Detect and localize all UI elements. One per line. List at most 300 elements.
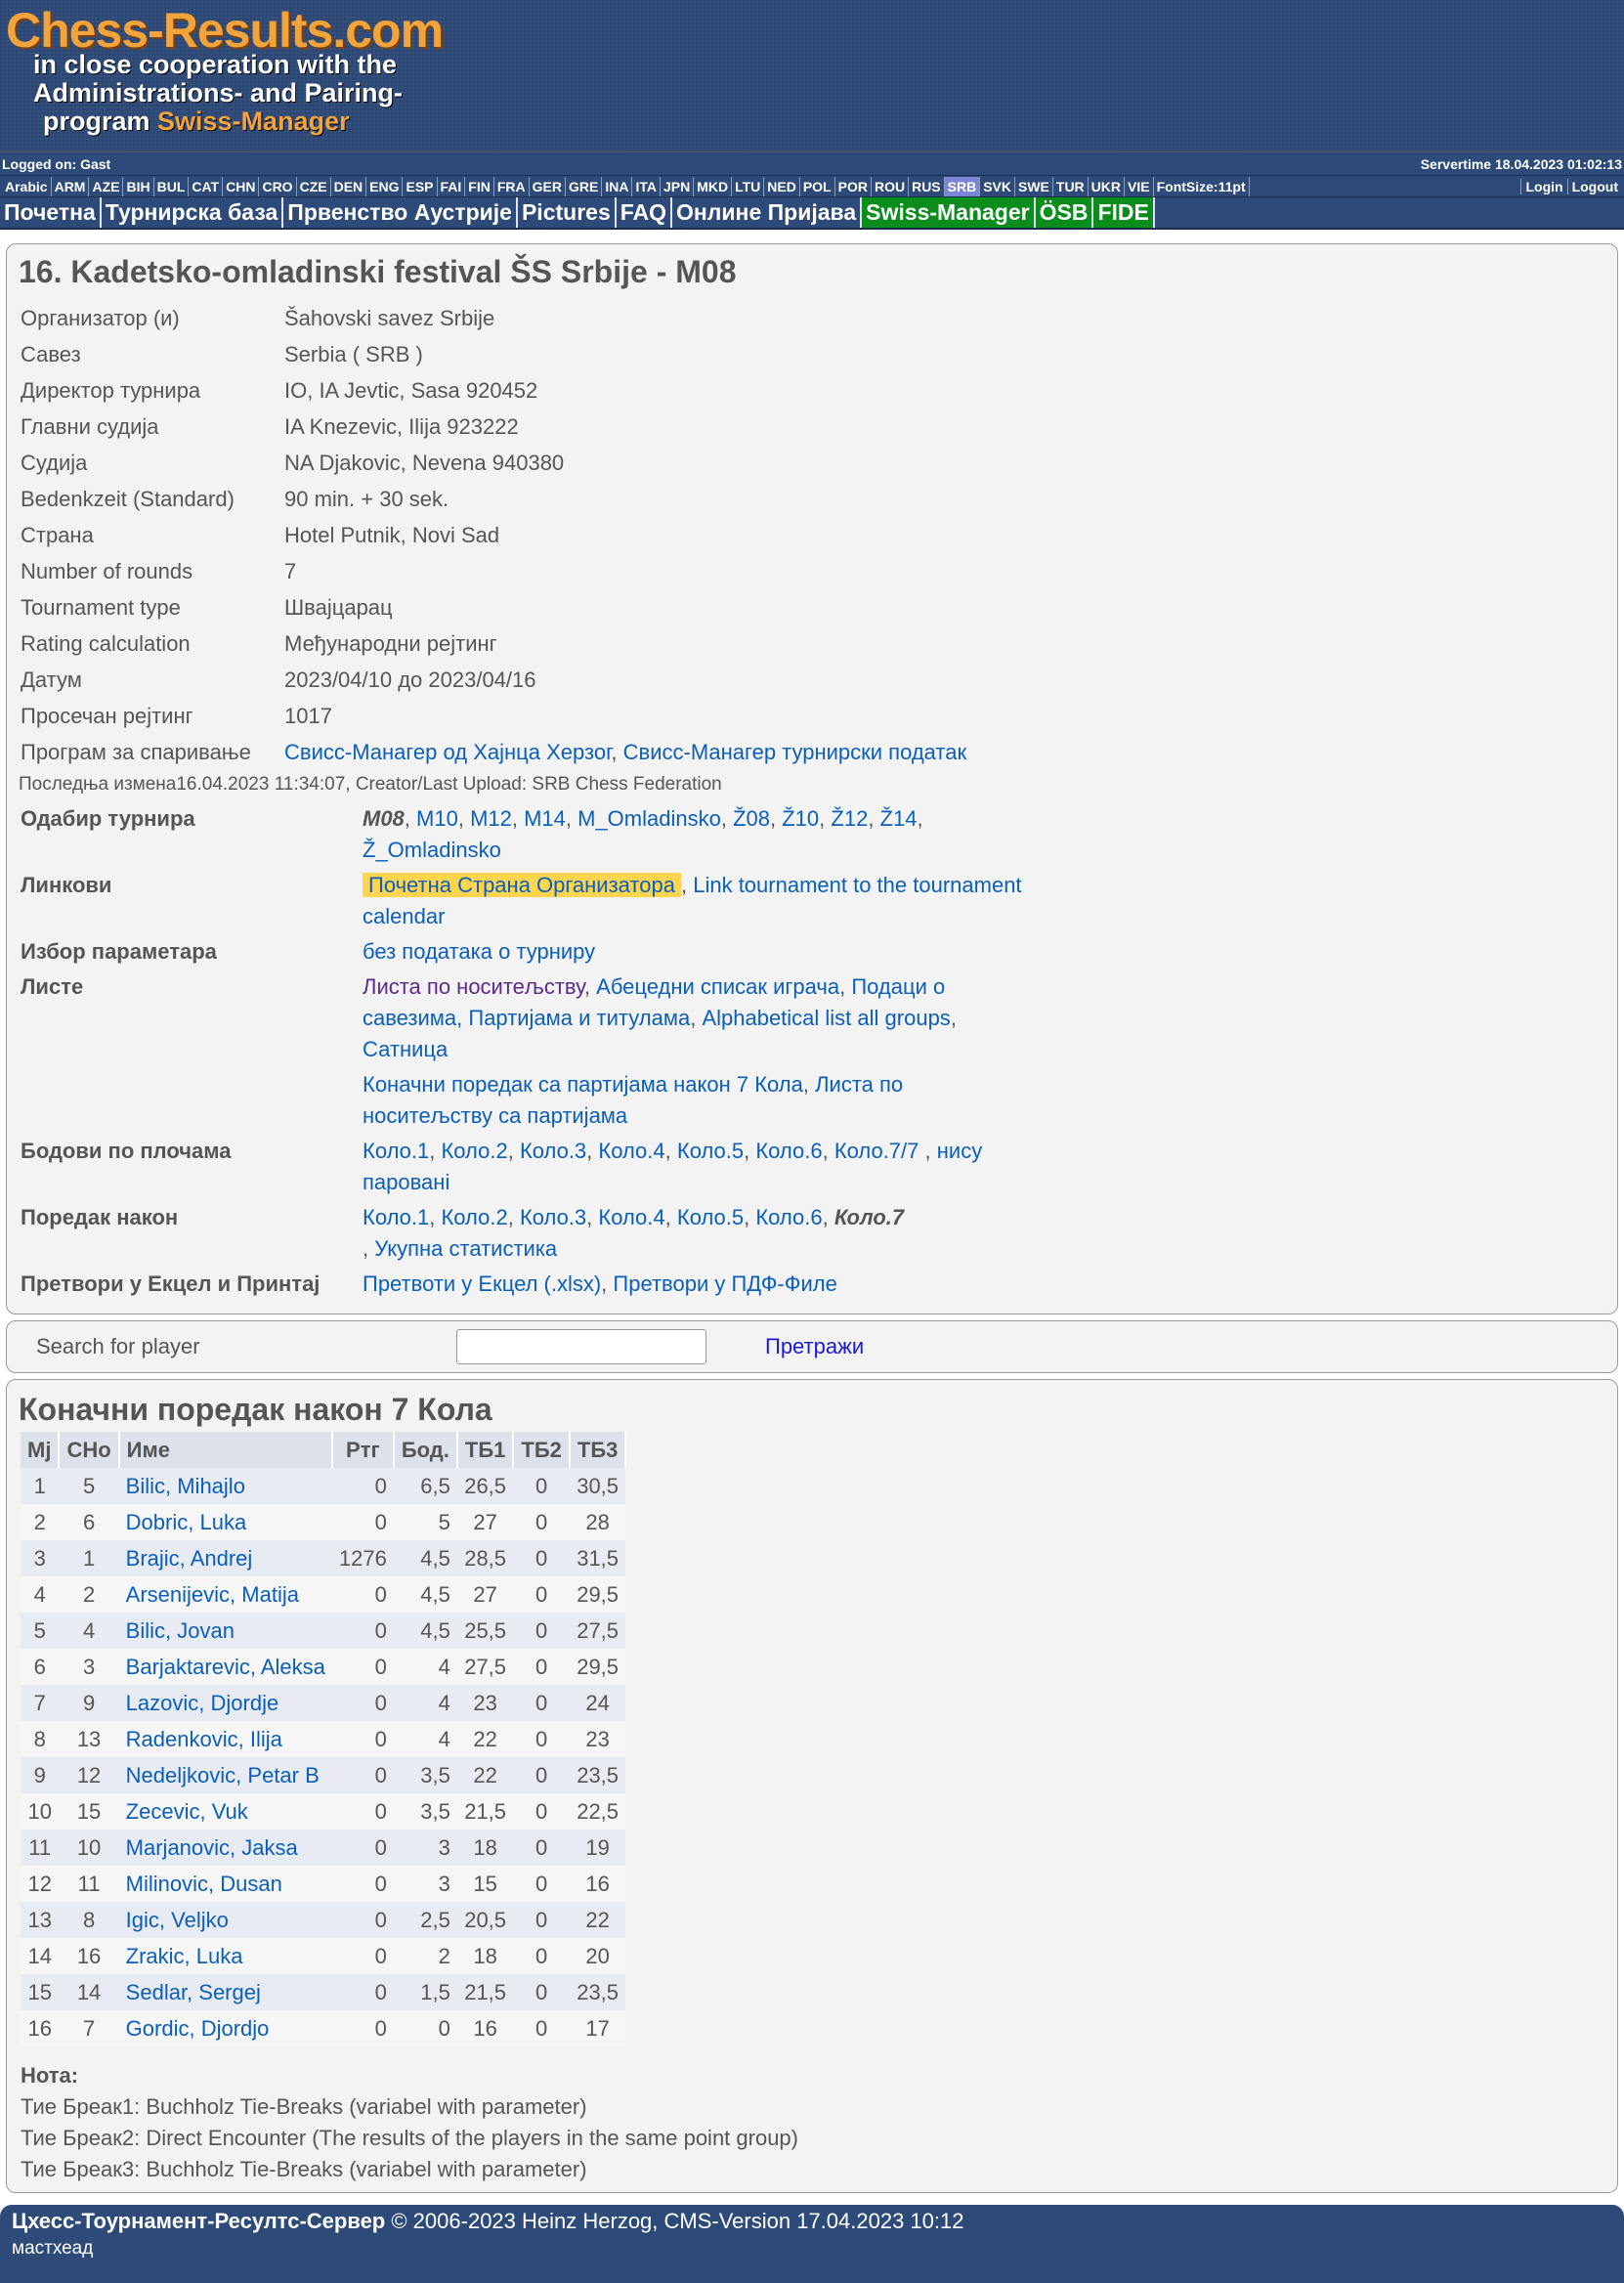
table-cell: 22	[457, 1721, 514, 1757]
logout-link[interactable]: Logout	[1567, 179, 1622, 194]
table-cell: 26,5	[457, 1468, 514, 1504]
info-label: Number of rounds	[21, 558, 193, 583]
pdf-export-link[interactable]: Претвори у ПДФ-Филе	[613, 1271, 837, 1296]
table-cell	[119, 1685, 332, 1721]
table-cell: 27,5	[570, 1613, 626, 1649]
links-value: Почетна Страна Организатора , Link tournament to the tournament calendar	[363, 873, 1022, 928]
table-cell: 0	[513, 1504, 570, 1540]
table-cell: 0	[513, 1866, 570, 1902]
list-link[interactable]: Коначни поредак са партијама након 7 Кола	[363, 1072, 803, 1097]
language-jpn[interactable]: JPN	[661, 177, 694, 196]
swiss-manager-link[interactable]: Свисс-Манагер од Хајнца Херзог	[284, 739, 612, 764]
table-cell: 0	[332, 1576, 394, 1613]
table-row	[21, 1468, 625, 1504]
parameters-row	[15, 934, 1041, 969]
table-cell: 0	[332, 1613, 394, 1649]
site-logo[interactable]: Chess-Results.com	[6, 3, 444, 58]
header-banner	[0, 0, 1624, 151]
board-round-link[interactable]: Коло.1	[363, 1139, 430, 1163]
table-cell: 0	[332, 1902, 394, 1938]
tournament-link[interactable]: M10	[416, 806, 458, 831]
table-cell: 2	[21, 1504, 59, 1540]
table-cell: 0	[332, 1757, 394, 1793]
table-row	[21, 1866, 625, 1902]
info-row	[15, 698, 972, 734]
pairing-program-label: Програм за спаривање	[21, 739, 251, 764]
tournament-link[interactable]: Ž08	[733, 806, 770, 831]
language-mkd[interactable]: MKD	[694, 177, 732, 196]
footer-masthead[interactable]: мастхеад	[12, 2238, 94, 2259]
table-cell: 28	[570, 1504, 626, 1540]
table-cell: 4	[394, 1721, 457, 1757]
language-swe[interactable]: SWE	[1015, 177, 1053, 196]
table-cell: 4	[394, 1685, 457, 1721]
language-tur[interactable]: TUR	[1053, 177, 1089, 196]
info-value: Šahovski savez Srbije	[284, 305, 495, 330]
standings-header-row	[21, 1432, 625, 1468]
board-round-link[interactable]: Коло.7/7	[833, 1139, 919, 1163]
player-name-link[interactable]: Radenkovic, Ilija	[125, 1726, 282, 1751]
table-cell: 20	[570, 1938, 626, 1974]
table-cell: 10	[21, 1793, 59, 1830]
main-navigation	[0, 196, 1624, 230]
info-row	[15, 481, 972, 517]
table-cell: 4,5	[394, 1540, 457, 1576]
table-cell: 31,5	[570, 1540, 626, 1576]
tournament-link[interactable]: M_Omladinsko	[577, 806, 721, 831]
table-cell: 20,5	[457, 1902, 514, 1938]
table-cell: 13	[21, 1902, 59, 1938]
table-cell: 10	[59, 1830, 118, 1866]
table-cell: 2	[59, 1576, 118, 1613]
language-rou[interactable]: ROU	[872, 177, 909, 196]
language-eng[interactable]: ENG	[366, 177, 403, 196]
table-cell: 0	[332, 1974, 394, 2010]
board-round-link[interactable]: Коло.6	[755, 1139, 823, 1163]
table-cell: 9	[21, 1757, 59, 1793]
table-cell: 0	[332, 1504, 394, 1540]
language-vie[interactable]: VIE	[1125, 177, 1154, 196]
tournament-link[interactable]: Ž14	[879, 806, 918, 831]
logo-tagline	[33, 51, 403, 136]
table-cell: 27	[457, 1504, 514, 1540]
table-cell: 22	[570, 1902, 626, 1938]
table-cell: 0	[513, 1613, 570, 1649]
table-row	[21, 1613, 625, 1649]
logged-on-status: Logged on: Gast	[2, 155, 111, 172]
table-cell: 0	[394, 2010, 457, 2046]
info-label: Rating calculation	[21, 630, 191, 656]
nav-item-1[interactable]: Турнирска база	[102, 197, 283, 228]
logo-tagline-line2: Administrations- and Pairing-	[33, 78, 404, 108]
table-cell: 0	[513, 1793, 570, 1830]
table-cell: 2,5	[394, 1902, 457, 1938]
info-row	[15, 409, 972, 445]
lists-row	[15, 969, 1041, 1134]
list-link[interactable]: Подаци о савезима, Партијама и титулама	[363, 974, 946, 1030]
export-links: Претвоти у Екцел (.xlsx), Претвори у ПДФ-Филе	[363, 1271, 837, 1296]
info-value: IO, IA Jevtic, Sasa 920452	[284, 377, 538, 403]
tournament-select-label: Одабир турнира	[21, 806, 195, 831]
column-header[interactable]: Име	[119, 1432, 332, 1468]
lists-value	[357, 969, 1041, 1134]
nav-item-4[interactable]: FAQ	[617, 197, 672, 228]
table-cell	[119, 1540, 332, 1576]
column-header[interactable]: ТБ1	[457, 1432, 514, 1468]
table-cell: 30,5	[570, 1468, 626, 1504]
tournament-calendar-link[interactable]: Link tournament to the tournament calendar	[363, 873, 1022, 928]
player-name-link[interactable]: Zrakic, Luka	[125, 1943, 243, 1968]
organizer-homepage-link[interactable]: Почетна Страна Организатора	[363, 873, 681, 897]
search-button[interactable]: Претражи	[765, 1334, 865, 1358]
nav-item-8[interactable]: FIDE	[1093, 197, 1154, 228]
list-link[interactable]: Сатница	[363, 1037, 449, 1061]
tournament-link[interactable]: M12	[470, 806, 512, 831]
info-value: Међународни рејтинг	[284, 630, 497, 656]
table-cell: 23,5	[570, 1757, 626, 1793]
list-link[interactable]: Alphabetical list all groups	[702, 1006, 951, 1030]
table-cell: 22	[457, 1757, 514, 1793]
ranking-round-link[interactable]: Коло.5	[676, 1205, 745, 1229]
table-cell: 0	[513, 1830, 570, 1866]
board-round-link[interactable]: Коло.2	[441, 1139, 508, 1163]
table-cell: 18	[457, 1938, 514, 1974]
language-cro[interactable]: CRO	[259, 177, 296, 196]
table-cell	[119, 1974, 332, 2010]
footer-server-name[interactable]: Цхесс-Тоурнамент-Ресултс-Сервер	[12, 2209, 386, 2233]
tie-break-note-2: Тие Бреак2: Direct Encounter (The results of the players in the same point group)	[21, 2126, 798, 2150]
player-name-link[interactable]: Barjaktarevic, Aleksa	[125, 1654, 325, 1679]
tournament-link[interactable]: M14	[524, 806, 566, 831]
login-link[interactable]: Login	[1520, 179, 1566, 194]
logo-tagline-prefix: program	[43, 107, 158, 136]
language-cat[interactable]: CAT	[189, 177, 223, 196]
table-cell	[119, 1649, 332, 1685]
player-name-link[interactable]: Gordic, Djordjo	[125, 2015, 270, 2041]
table-cell: 12	[21, 1866, 59, 1902]
table-cell	[119, 1576, 332, 1613]
column-header[interactable]: СНо	[59, 1432, 118, 1468]
unpaired-link[interactable]: нису парованi	[363, 1139, 983, 1194]
language-ita[interactable]: ITA	[632, 177, 661, 196]
table-row	[21, 1504, 625, 1540]
table-row	[21, 2010, 625, 2046]
table-row	[21, 1540, 625, 1576]
table-cell: 19	[570, 1830, 626, 1866]
language-por[interactable]: POR	[835, 177, 872, 196]
table-cell: 17	[570, 2010, 626, 2046]
swiss-manager-data-link[interactable]: Свисс-Манагер турнирски податак	[622, 739, 967, 764]
table-cell: 0	[513, 1721, 570, 1757]
player-name-link[interactable]: Bilic, Jovan	[125, 1617, 235, 1643]
table-cell: 0	[513, 1757, 570, 1793]
table-cell: 3	[59, 1649, 118, 1685]
info-value: Швајцарац	[284, 594, 393, 620]
current-round-label: Коло.7	[833, 1205, 905, 1229]
language-ina[interactable]: INA	[602, 177, 632, 196]
ranking-round-link[interactable]: Коло.4	[598, 1205, 665, 1229]
info-value: Hotel Putnik, Novi Sad	[284, 522, 500, 547]
table-cell: 1	[59, 1540, 118, 1576]
table-cell: 21,5	[457, 1974, 514, 2010]
table-cell: 16	[457, 2010, 514, 2046]
table-cell: 18	[457, 1830, 514, 1866]
tie-break-note-3: Тие Бреак3: Buchholz Tie-Breaks (variabel with parameter)	[21, 2157, 587, 2181]
table-cell: 3	[394, 1866, 457, 1902]
links-row	[15, 868, 1041, 934]
player-search-input[interactable]	[456, 1329, 706, 1364]
language-aze[interactable]: AZE	[89, 177, 123, 196]
language-fai[interactable]: FAI	[438, 177, 466, 196]
export-label: Претвори у Екцел и Принтај	[21, 1271, 321, 1296]
column-header[interactable]: ТБ2	[513, 1432, 570, 1468]
nav-item-7[interactable]: ÖSB	[1036, 197, 1094, 228]
table-cell: 14	[59, 1974, 118, 2010]
column-header[interactable]: ТБ3	[570, 1432, 626, 1468]
language-svk[interactable]: SVK	[980, 177, 1015, 196]
board-round-link[interactable]: Коло.5	[676, 1139, 745, 1163]
tournament-info-panel	[6, 243, 1618, 1314]
tie-break-notes	[21, 2060, 1609, 2185]
table-cell: 12	[59, 1757, 118, 1793]
info-value: NA Djakovic, Nevena 940380	[284, 450, 565, 475]
info-value: 7	[284, 558, 297, 583]
table-cell: 0	[332, 1938, 394, 1974]
table-row	[21, 1938, 625, 1974]
info-value: 90 min. + 30 sek.	[284, 486, 449, 511]
table-cell: 7	[59, 2010, 118, 2046]
player-name-link[interactable]: Sedlar, Sergej	[125, 1979, 261, 2004]
table-cell: 23	[570, 1721, 626, 1757]
info-value: 2023/04/10 до 2023/04/16	[284, 667, 536, 692]
lists-group-1: Листа по носитељству, Абецедни списак играча, Подаци о савезима, Партијама и титулама, Alphabetical list all groups, Сатница	[363, 974, 957, 1061]
ranking-after-links: Коло.1, Коло.2, Коло.3, Коло.4, Коло.5, Коло.6, Коло.7 , Укупна статистика	[363, 1205, 905, 1261]
pairing-program-row	[15, 734, 972, 770]
info-value: Serbia ( SRB )	[284, 341, 423, 366]
table-row	[21, 1757, 625, 1793]
nav-item-3[interactable]: Pictures	[518, 197, 617, 228]
table-cell	[119, 1468, 332, 1504]
tie-break-note-1: Тие Бреак1: Buchholz Tie-Breaks (variabel with parameter)	[21, 2094, 587, 2119]
nav-item-2[interactable]: Првенство Аустрије	[283, 197, 518, 228]
pairing-program-value: Свисс-Манагер од Хајнца Херзог, Свисс-Манагер турнирски податак	[284, 739, 967, 764]
language-ger[interactable]: GER	[530, 177, 566, 196]
links-label: Линкови	[21, 873, 112, 897]
table-cell	[119, 2010, 332, 2046]
table-cell: 0	[513, 1938, 570, 1974]
table-cell: 16	[59, 1938, 118, 1974]
table-cell: 5	[59, 1468, 118, 1504]
player-name-link[interactable]: Nedeljkovic, Petar B	[125, 1762, 320, 1788]
table-cell: 8	[59, 1902, 118, 1938]
table-cell: 16	[21, 2010, 59, 2046]
table-cell	[119, 1504, 332, 1540]
table-cell: 4,5	[394, 1576, 457, 1613]
notes-heading: Нота:	[21, 2063, 79, 2088]
language-rus[interactable]: RUS	[909, 177, 945, 196]
table-cell	[119, 1830, 332, 1866]
total-statistics-link[interactable]: Укупна статистика	[374, 1236, 558, 1261]
table-row	[21, 1721, 625, 1757]
lists-group-2: Коначни поредак са партијама након 7 Кола, Листа по носитељству са партијама	[363, 1072, 904, 1128]
language-bul[interactable]: BUL	[154, 177, 190, 196]
language-ned[interactable]: NED	[764, 177, 800, 196]
language-arabic[interactable]: Arabic	[2, 177, 52, 196]
player-name-link[interactable]: Lazovic, Djordje	[125, 1690, 279, 1715]
language-srb[interactable]: SRB	[945, 177, 981, 196]
language-fin[interactable]: FIN	[465, 177, 494, 196]
language-esp[interactable]: ESP	[403, 177, 437, 196]
table-cell: 27,5	[457, 1649, 514, 1685]
table-cell: 0	[332, 1721, 394, 1757]
info-row	[15, 589, 972, 625]
tournament-link[interactable]: Ž_Omladinsko	[363, 838, 501, 862]
player-name-link[interactable]: Igic, Veljko	[125, 1907, 229, 1932]
board-round-link[interactable]: Коло.4	[598, 1139, 665, 1163]
board-points-row	[15, 1134, 1041, 1200]
column-header[interactable]: Бод.	[394, 1432, 457, 1468]
table-cell	[119, 1613, 332, 1649]
table-cell: 15	[457, 1866, 514, 1902]
table-cell: 0	[332, 1468, 394, 1504]
language-bih[interactable]: BIH	[123, 177, 153, 196]
table-cell: 8	[21, 1721, 59, 1757]
export-row	[15, 1267, 1041, 1302]
table-cell: 15	[21, 1974, 59, 2010]
language-pol[interactable]: POL	[800, 177, 835, 196]
table-cell: 21,5	[457, 1793, 514, 1830]
table-cell: 0	[332, 1866, 394, 1902]
table-cell	[119, 1938, 332, 1974]
player-name-link[interactable]: Arsenijevic, Matija	[125, 1581, 299, 1607]
table-row	[21, 1685, 625, 1721]
language-fra[interactable]: FRA	[494, 177, 530, 196]
current-tournament: M08	[363, 806, 405, 831]
table-cell: 16	[570, 1866, 626, 1902]
table-cell: 7	[21, 1685, 59, 1721]
tournament-link[interactable]: Ž12	[831, 806, 869, 831]
tournament-title: 16. Kadetsko-omladinski festival ŠS Srbije - M08	[19, 254, 737, 289]
player-name-link[interactable]: Bilic, Mihajlo	[125, 1473, 245, 1498]
info-row	[15, 445, 972, 481]
nav-item-0[interactable]: Почетна	[0, 197, 102, 228]
player-name-link[interactable]: Brajic, Andrej	[125, 1545, 253, 1571]
table-cell: 4	[21, 1576, 59, 1613]
footer-copyright-line	[12, 2209, 1612, 2234]
list-link[interactable]: Листа по носитељству са партијама	[363, 1072, 904, 1128]
info-row	[15, 662, 972, 698]
tournament-link[interactable]: Ž10	[782, 806, 820, 831]
info-label: Судија	[21, 450, 88, 475]
nav-item-5[interactable]: Онлине Пријава	[672, 197, 862, 228]
table-cell	[119, 1902, 332, 1938]
table-cell	[119, 1793, 332, 1830]
player-search-panel	[6, 1320, 1618, 1373]
column-header[interactable]: Ртг	[332, 1432, 394, 1468]
player-name-link[interactable]: Dobric, Luka	[125, 1509, 247, 1534]
info-row	[15, 300, 972, 336]
info-row	[15, 372, 972, 409]
column-header[interactable]: Mj	[21, 1432, 59, 1468]
status-bar	[0, 151, 1624, 175]
table-cell: 6	[21, 1649, 59, 1685]
table-cell: 29,5	[570, 1649, 626, 1685]
lists-label: Листе	[21, 974, 84, 999]
language-list	[2, 177, 1250, 196]
player-name-link[interactable]: Zecevic, Vuk	[125, 1798, 248, 1824]
table-cell: 4,5	[394, 1613, 457, 1649]
standings-table	[21, 1432, 626, 2046]
logo-swiss-manager: Swiss-Manager	[157, 107, 350, 136]
ranking-round-link[interactable]: Коло.3	[519, 1205, 587, 1229]
info-label: Просечан рејтинг	[21, 703, 193, 728]
info-row	[15, 625, 972, 662]
list-link[interactable]: Листа по носитељству	[363, 974, 584, 999]
player-name-link[interactable]: Marjanovic, Jaksa	[125, 1834, 298, 1860]
info-row	[15, 553, 972, 589]
ranking-round-link[interactable]: Коло.1	[363, 1205, 430, 1229]
nav-item-6[interactable]: Swiss-Manager	[862, 197, 1035, 228]
final-standings-panel	[6, 1379, 1618, 2193]
table-row	[21, 1576, 625, 1613]
excel-export-link[interactable]: Претвоти у Екцел (.xlsx)	[363, 1271, 602, 1296]
table-cell: 11	[59, 1866, 118, 1902]
player-name-link[interactable]: Milinovic, Dusan	[125, 1871, 282, 1896]
language-den[interactable]: DEN	[331, 177, 367, 196]
language-chn[interactable]: CHN	[223, 177, 259, 196]
table-cell: 0	[332, 1685, 394, 1721]
table-cell: 3	[394, 1830, 457, 1866]
language-ukr[interactable]: UKR	[1089, 177, 1125, 196]
language-fontsize11pt[interactable]: FontSize:11pt	[1154, 177, 1250, 196]
server-time: Servertime 18.04.2023 01:02:13	[1420, 155, 1622, 172]
table-cell: 0	[513, 2010, 570, 2046]
list-link[interactable]: Абецедни списак играча	[596, 974, 840, 999]
table-cell: 1	[21, 1468, 59, 1504]
info-label: Главни судија	[21, 413, 159, 439]
ranking-round-link[interactable]: Коло.6	[755, 1205, 823, 1229]
page-footer	[0, 2205, 1624, 2283]
tournament-select-row	[15, 801, 1041, 868]
no-tournament-details-link[interactable]: без података о турниру	[363, 939, 596, 964]
table-cell: 0	[513, 1576, 570, 1613]
table-cell: 0	[513, 1540, 570, 1576]
table-cell: 25,5	[457, 1613, 514, 1649]
table-cell: 6,5	[394, 1468, 457, 1504]
tournament-select-links: M08, M10, M12, M14, M_Omladinsko, Ž08, Ž10, Ž12, Ž14, Ž_Omladinsko	[363, 806, 923, 862]
table-row	[21, 1830, 625, 1866]
info-row	[15, 336, 972, 372]
table-cell: 0	[332, 1830, 394, 1866]
ranking-after-row	[15, 1200, 1041, 1267]
footer-copyright: © 2006-2023 Heinz Herzog, CMS-Version 17.04.2023 10:12	[385, 2209, 964, 2233]
standings-title: Коначни поредак након 7 Кола	[19, 1392, 492, 1427]
board-round-link[interactable]: Коло.3	[519, 1139, 587, 1163]
table-cell: 2	[394, 1938, 457, 1974]
ranking-round-link[interactable]: Коло.2	[441, 1205, 508, 1229]
table-cell	[119, 1757, 332, 1793]
last-modified: Последња измена16.04.2023 11:34:07, Creator/Last Upload: SRB Chess Federation	[19, 774, 722, 795]
board-points-links: Коло.1, Коло.2, Коло.3, Коло.4, Коло.5, Коло.6, Коло.7/7 , нису парованi	[363, 1139, 983, 1194]
language-ltu[interactable]: LTU	[732, 177, 764, 196]
info-label: Датум	[21, 667, 82, 692]
language-cze[interactable]: CZE	[297, 177, 331, 196]
table-cell: 3,5	[394, 1757, 457, 1793]
table-cell: 0	[513, 1649, 570, 1685]
language-gre[interactable]: GRE	[566, 177, 602, 196]
language-arm[interactable]: ARM	[52, 177, 90, 196]
language-bar	[0, 175, 1624, 196]
